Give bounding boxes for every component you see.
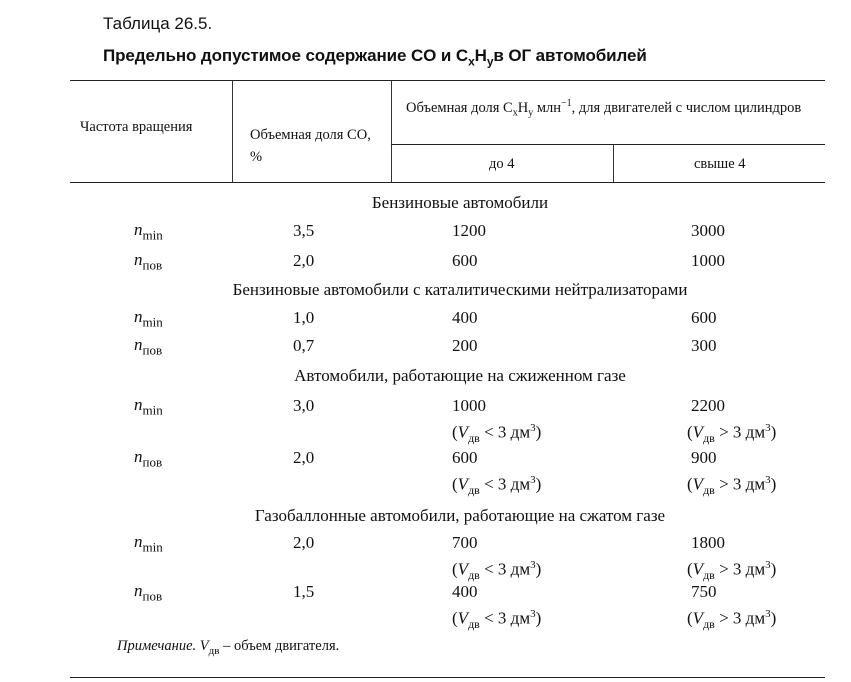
header-mid-rule — [391, 144, 825, 145]
speed-sub: min — [142, 227, 163, 243]
cond-close: ) — [770, 608, 777, 628]
cond-v: V — [692, 608, 704, 628]
cond-compare: < 3 дм — [479, 559, 531, 579]
ch-over4-value: 1800 — [691, 533, 725, 552]
table-top-rule — [70, 80, 825, 81]
speed-symbol — [134, 335, 162, 358]
cond-close: ) — [535, 422, 542, 442]
ch-over4-value: 1000 — [691, 251, 725, 270]
cond-sup: 3 — [765, 559, 771, 571]
group-heading: Газобаллонные автомобили, работающие на сжатом газе — [254, 506, 666, 525]
cond-v-sub: дв — [703, 431, 715, 446]
engine-volume-condition — [452, 417, 541, 449]
co-value: 3,0 — [293, 396, 315, 415]
speed-sub: пов — [142, 588, 163, 604]
header-bottom-rule — [70, 182, 825, 183]
speed-symbol — [134, 220, 163, 243]
speed-symbol — [134, 395, 163, 418]
cond-compare: > 3 дм — [714, 474, 766, 494]
ch-upto4-value: 400 — [452, 308, 478, 327]
cond-open: ( — [452, 422, 458, 442]
cond-close: ) — [535, 474, 542, 494]
ch-upto4-value: 400 — [452, 582, 478, 601]
cond-compare: > 3 дм — [714, 559, 766, 579]
cond-v-sub: дв — [468, 483, 480, 498]
cond-v-sub: дв — [703, 483, 715, 498]
co-value: 3,5 — [293, 221, 315, 240]
co-value: 0,7 — [293, 336, 315, 355]
engine-volume-condition — [687, 469, 776, 501]
ch-upto4-value: 1000 — [452, 396, 486, 415]
cond-open: ( — [687, 608, 693, 628]
header-divider-2 — [391, 81, 392, 182]
engine-volume-condition — [687, 603, 776, 635]
cond-sup: 3 — [530, 474, 536, 486]
cond-v-sub: дв — [468, 431, 480, 446]
table-bottom-rule — [70, 677, 825, 678]
cond-open: ( — [452, 608, 458, 628]
cond-v: V — [457, 422, 469, 442]
table-note: Примечание. $V_{дв}$ – объем двигателя. — [117, 638, 340, 657]
speed-n: n — [134, 532, 143, 551]
header-over4: свыше 4 — [694, 156, 746, 172]
cond-sup: 3 — [530, 608, 536, 620]
cond-sup: 3 — [765, 474, 771, 486]
cond-v: V — [457, 559, 469, 579]
cond-close: ) — [770, 422, 777, 442]
cond-v: V — [692, 422, 704, 442]
header-divider-1 — [232, 81, 233, 182]
co-value: 2,0 — [293, 251, 315, 270]
engine-volume-condition — [687, 417, 776, 449]
cond-v-sub: дв — [703, 568, 715, 583]
ch-upto4-value: 600 — [452, 448, 478, 467]
cond-compare: > 3 дм — [714, 422, 766, 442]
co-value: 1,0 — [293, 308, 315, 327]
cond-close: ) — [535, 559, 542, 579]
speed-symbol — [134, 307, 163, 330]
ch-over4-value: 900 — [691, 448, 717, 467]
co-value: 2,0 — [293, 448, 315, 467]
cond-v: V — [457, 608, 469, 628]
speed-n: n — [134, 250, 143, 269]
speed-sub: min — [142, 402, 163, 418]
header-upto4: до 4 — [489, 156, 515, 172]
cond-v: V — [692, 474, 704, 494]
speed-n: n — [134, 307, 143, 326]
speed-symbol — [134, 447, 162, 470]
cond-sup: 3 — [530, 559, 536, 571]
ch-over4-value: 3000 — [691, 221, 725, 240]
cond-compare: < 3 дм — [479, 474, 531, 494]
cond-close: ) — [770, 474, 777, 494]
header-speed: Частота вращения — [80, 119, 193, 135]
ch-upto4-value: 200 — [452, 336, 478, 355]
speed-n: n — [134, 395, 143, 414]
cond-open: ( — [687, 422, 693, 442]
cond-open: ( — [452, 474, 458, 494]
cond-sup: 3 — [765, 422, 771, 434]
co-value: 1,5 — [293, 582, 315, 601]
cond-sup: 3 — [530, 422, 536, 434]
cond-v-sub: дв — [468, 617, 480, 632]
speed-n: n — [134, 220, 143, 239]
ch-over4-value: 600 — [691, 308, 717, 327]
header-divider-3 — [613, 145, 614, 182]
group-heading: Бензиновые автомобили — [371, 193, 549, 212]
speed-n: n — [134, 581, 143, 600]
cond-compare: < 3 дм — [479, 422, 531, 442]
ch-upto4-value: 600 — [452, 251, 478, 270]
speed-symbol — [134, 532, 163, 555]
speed-sub: min — [142, 539, 163, 555]
cond-v-sub: дв — [468, 568, 480, 583]
ch-upto4-value: 700 — [452, 533, 478, 552]
speed-n: n — [134, 447, 143, 466]
speed-sub: min — [142, 314, 163, 330]
cond-v: V — [457, 474, 469, 494]
cond-v: V — [692, 559, 704, 579]
header-ch: Объемная доля $C_xH_y$ млн$^{-1}$, для двигателей с числом цилиндров — [406, 98, 802, 119]
table-caption: Таблица 26.5. — [103, 14, 213, 33]
ch-over4-value: 300 — [691, 336, 717, 355]
cond-v-sub: дв — [703, 617, 715, 632]
speed-symbol — [134, 250, 162, 273]
cond-close: ) — [535, 608, 542, 628]
cond-open: ( — [687, 559, 693, 579]
cond-open: ( — [452, 559, 458, 579]
engine-volume-condition — [452, 603, 541, 635]
speed-sub: пов — [142, 342, 163, 358]
co-value: 2,0 — [293, 533, 315, 552]
cond-sup: 3 — [765, 608, 771, 620]
ch-over4-value: 750 — [691, 582, 717, 601]
speed-symbol — [134, 581, 162, 604]
speed-n: n — [134, 335, 143, 354]
speed-sub: пов — [142, 257, 163, 273]
cond-compare: > 3 дм — [714, 608, 766, 628]
group-heading: Автомобили, работающие на сжиженном газе — [294, 366, 626, 385]
cond-open: ( — [687, 474, 693, 494]
group-heading: Бензиновые автомобили с каталитическими нейтрализаторами — [232, 280, 688, 299]
engine-volume-condition — [452, 469, 541, 501]
table-title: Предельно допустимое содержание CO и $C_xH_yв$ ОГ автомобилей — [103, 46, 647, 69]
speed-sub: пов — [142, 454, 163, 470]
ch-over4-value: 2200 — [691, 396, 725, 415]
ch-upto4-value: 1200 — [452, 221, 486, 240]
cond-compare: < 3 дм — [479, 608, 531, 628]
header-co: Объемная доля CO, % — [250, 127, 371, 165]
cond-close: ) — [770, 559, 777, 579]
